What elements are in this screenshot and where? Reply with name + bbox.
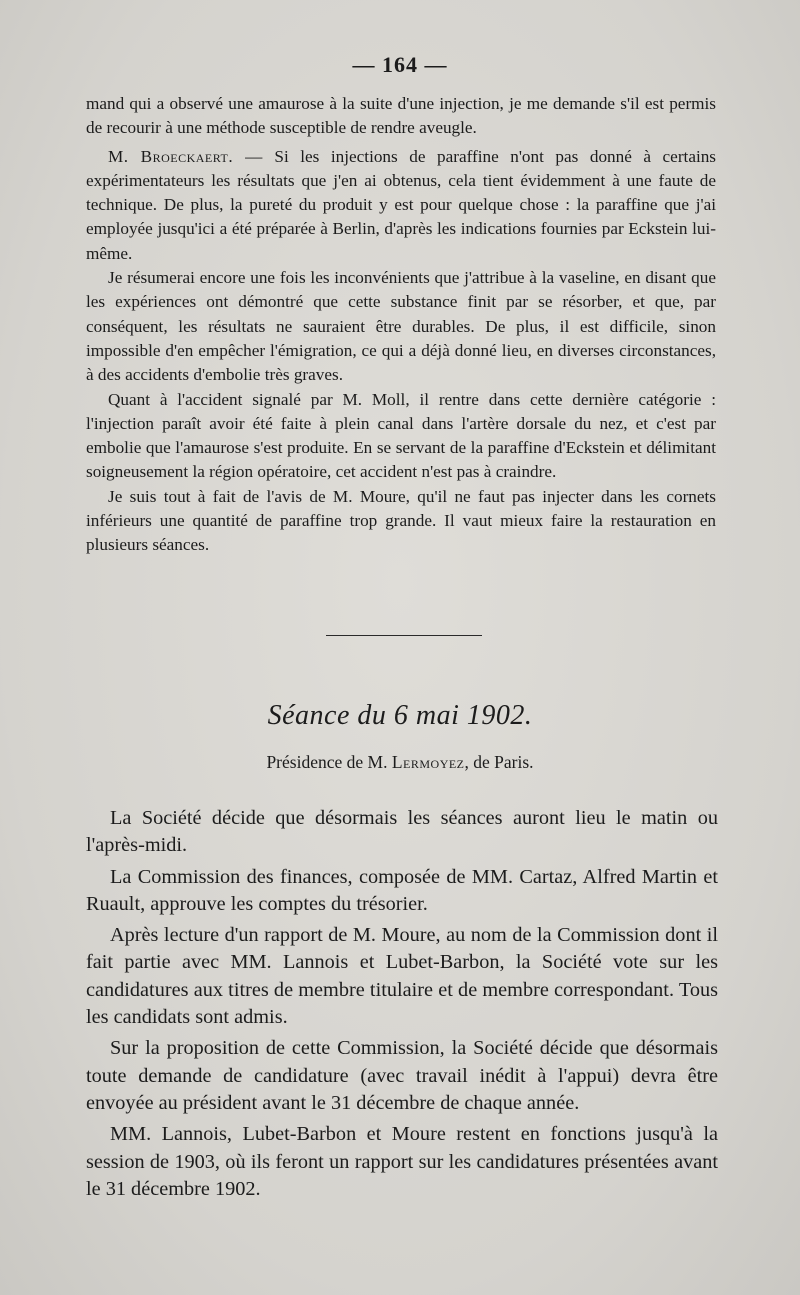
- paragraph: MM. Lannois, Lubet-Barbon et Moure restent en fonctions jusqu'à la session de 1903, où ils feront un rapport sur les candidatures présentées avant le 31 décembre 1902.: [86, 1123, 718, 1200]
- paragraph-body: Si les injections de paraffine n'ont pas donné à certains expérimentateurs les résultats que j'en ai obtenus, cela tient évidemment à une faute de technique. De plus, la pureté du produit y est pour quelque chose : la paraffine que j'ai employée jusqu'ici a été préparée à Berlin, d'après les indications fournies par Eckstein lui-même.: [86, 146, 716, 263]
- session-title: Séance du 6 mai 1902.: [267, 700, 533, 731]
- presidence-prefix: Présidence de M.: [266, 752, 392, 772]
- session-minutes: [86, 805, 718, 1207]
- paragraph: Sur la proposition de cette Commission, la Société décide que désormais toute demande de candidature (avec travail inédit à l'appui) devra être envoyée au président avant le 31 décembre de chaque année.: [86, 1037, 718, 1114]
- section-divider: [326, 635, 482, 636]
- speaker-name: M. Broeckaert. —: [108, 146, 263, 166]
- paragraph: [86, 145, 716, 266]
- presidence-suffix: , de Paris.: [464, 752, 534, 772]
- president-name: Lermoyez: [391, 752, 465, 772]
- page-number: — 164 —: [352, 52, 448, 77]
- paragraph: Après lecture d'un rapport de M. Moure, au nom de la Commission dont il fait partie avec MM. Lannois et Lubet-Barbon, la Société vote sur les candidatures aux titres de membre titulaire et de membre correspondant. Tous les candidats sont admis.: [86, 924, 718, 1029]
- paragraph: Quant à l'accident signalé par M. Moll, il rentre dans cette dernière catégorie : l'injection paraît avoir été faite à plein canal dans l'artère dorsale du nez, et c'est par embolie que l'amaurose s'est produite. En se servant de la paraffine d'Eckstein et délimitant soigneusement la région opératoire, cet accident n'est pas à craindre.: [86, 389, 716, 482]
- paragraph: La Société décide que désormais les séances auront lieu le matin ou l'après-midi.: [86, 807, 718, 857]
- paragraph: mand qui a observé une amaurose à la suite d'une injection, je me demande s'il est permis de recourir à une méthode susceptible de rendre aveugle.: [86, 94, 716, 138]
- discussion-text: [86, 92, 716, 558]
- paragraph: Je résumerai encore une fois les inconvénients que j'attribue à la vaseline, en disant que les expériences ont démontré que cette substance finit par se résorber, et que, par conséquent, les résultats ne sauraient être durables. De plus, il est difficile, sinon impossible d'en empêcher l'émigration, ce qui a déjà donné lieu, en diverses circonstances, à des accidents d'embolie très graves.: [86, 268, 716, 385]
- paragraph: Je suis tout à fait de l'avis de M. Moure, qu'il ne faut pas injecter dans les cornets inférieurs une quantité de paraffine trop grande. Il vaut mieux faire la restauration en plusieurs séances.: [86, 486, 716, 555]
- paragraph: La Commission des finances, composée de MM. Cartaz, Alfred Martin et Ruault, approuve les comptes du trésorier.: [86, 865, 718, 915]
- presidence-line: [0, 752, 800, 773]
